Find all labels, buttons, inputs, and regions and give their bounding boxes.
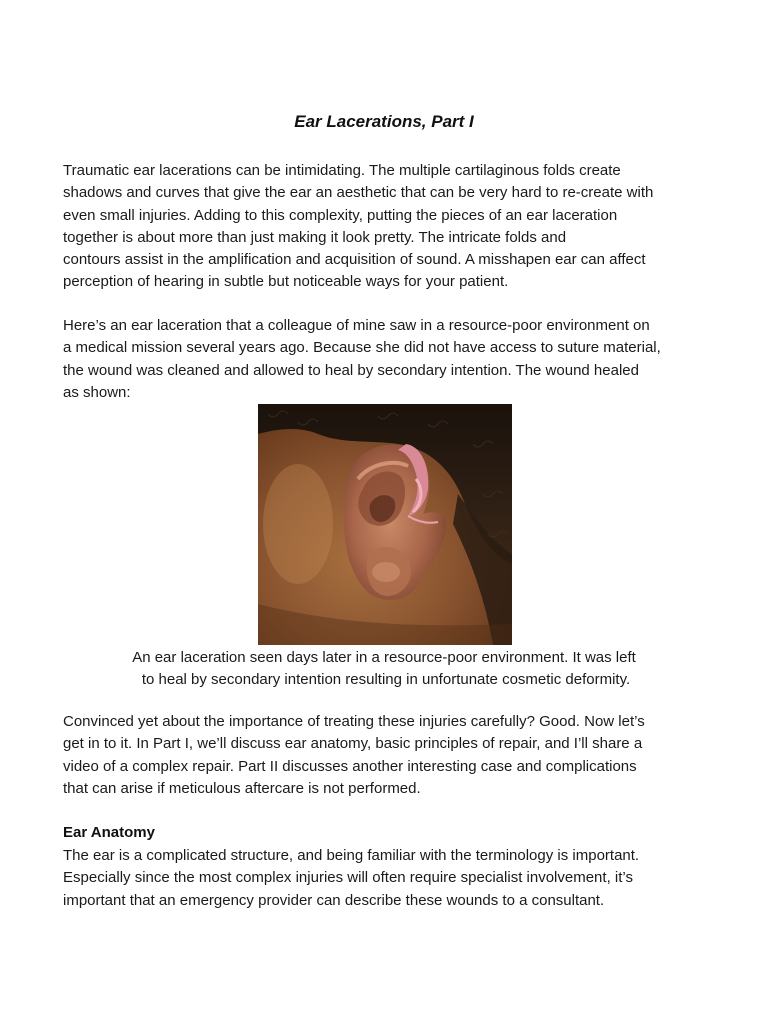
text-line: Especially since the most complex injuries will often require specialist involvement, it’s	[63, 869, 633, 887]
text-line: important that an emergency provider can describe these wounds to a consultant.	[63, 891, 605, 909]
section-heading-ear-anatomy: Ear Anatomy	[63, 824, 155, 841]
anatomy-paragraph	[63, 845, 713, 912]
text-line: the wound was cleaned and allowed to heal by secondary intention. The wound healed	[63, 361, 639, 379]
text-line: shadows and curves that give the ear an aesthetic that can be very hard to re-create with	[63, 184, 654, 202]
page-title: Ear Lacerations, Part I	[294, 112, 474, 131]
text-line: Traumatic ear lacerations can be intimidating. The multiple cartilaginous folds create	[63, 162, 621, 179]
text-line: Convinced yet about the importance of treating these injuries carefully? Good. Now let’s	[63, 713, 645, 730]
text-line: video of a complex repair. Part II discusses another interesting case and complications	[63, 757, 637, 775]
text-line: that can arise if meticulous aftercare is not performed.	[63, 779, 421, 797]
text-line: contours assist in the amplification and acquisition of sound. A misshapen ear can affect	[63, 251, 646, 269]
caption-line: An ear laceration seen days later in a resource-poor environment. It was left	[132, 649, 636, 666]
text-line: perception of hearing in subtle but noticeable ways for your patient.	[63, 273, 509, 291]
text-line: Here’s an ear laceration that a colleague of mine saw in a resource-poor environment on	[63, 317, 650, 334]
text-line: get in to it. In Part I, we’ll discuss ear anatomy, basic principles of repair, and I’ll share a	[63, 735, 643, 753]
text-line: even small injuries. Adding to this complexity, putting the pieces of an ear laceration	[63, 206, 618, 224]
intro-paragraph	[63, 160, 713, 294]
text-line: a medical mission several years ago. Because she did not have access to suture material,	[63, 339, 661, 357]
case-paragraph	[63, 315, 713, 404]
text-line: The ear is a complicated structure, and being familiar with the terminology is important.	[63, 847, 640, 864]
ear-laceration-photo	[258, 404, 512, 645]
text-line: as shown:	[63, 383, 131, 401]
plan-paragraph	[63, 711, 713, 800]
caption-line: to heal by secondary intention resulting in unfortunate cosmetic deformity.	[141, 671, 631, 689]
photo-caption	[0, 647, 768, 692]
text-line: together is about more than just making it look pretty. The intricate folds and	[63, 228, 567, 246]
